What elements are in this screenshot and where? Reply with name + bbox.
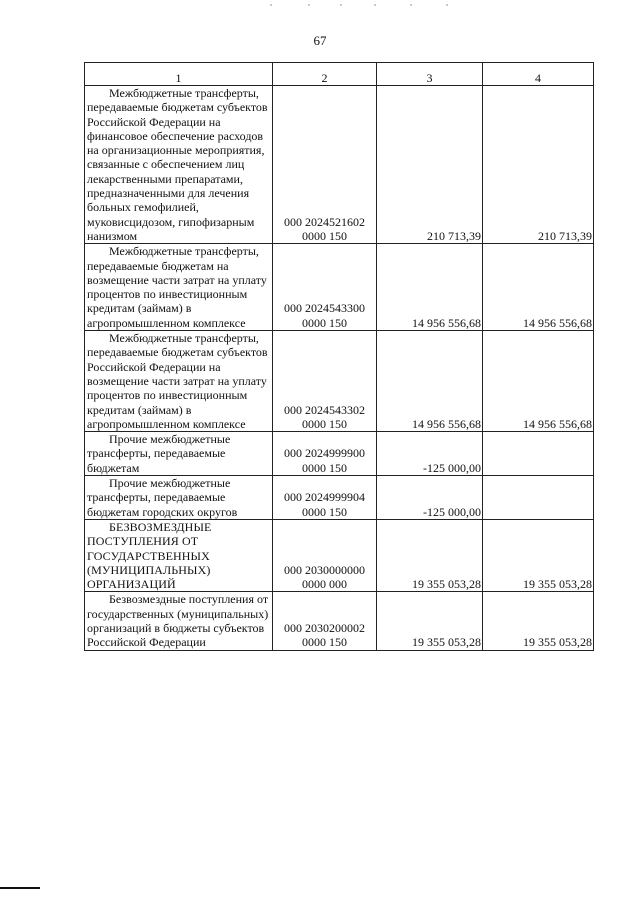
row-code: 000 2024999900 0000 150	[273, 432, 377, 476]
row-name: БЕЗВОЗМЕЗДНЫЕ ПОСТУПЛЕНИЯ ОТ ГОСУДАРСТВЕННЫХ (МУНИЦИПАЛЬНЫХ) ОРГАНИЗАЦИЙ	[87, 519, 212, 592]
scan-specks	[270, 4, 450, 10]
row-name-cell	[85, 476, 273, 520]
row-name-cell	[85, 244, 273, 331]
table-row	[85, 244, 594, 331]
table-row	[85, 432, 594, 476]
row-name: Прочие межбюджетные трансферты, передаваемые бюджетам городских округов	[87, 476, 238, 519]
row-value-col4: 19 355 053,28	[483, 592, 594, 650]
column-header-4: 4	[483, 63, 594, 86]
row-code: 000 2024999904 0000 150	[273, 476, 377, 520]
row-code: 000 2030200002 0000 150	[273, 592, 377, 650]
row-name-cell	[85, 331, 273, 432]
row-name: Межбюджетные трансферты, передаваемые бюджетам на возмещение части затрат на уплату процентов по инвестиционным кредитам (займам) в агропромышленном комплексе	[87, 244, 267, 330]
row-name-cell	[85, 432, 273, 476]
row-value-col4: 14 956 556,68	[483, 244, 594, 331]
column-header-2: 2	[273, 63, 377, 86]
row-value-col4: 14 956 556,68	[483, 331, 594, 432]
table-row	[85, 476, 594, 520]
row-name-cell	[85, 519, 273, 591]
row-value-col4	[483, 476, 594, 520]
row-value-col3: 210 713,39	[377, 86, 483, 244]
budget-table	[84, 62, 594, 651]
table-row	[85, 592, 594, 650]
column-header-1: 1	[85, 63, 273, 86]
row-name: Межбюджетные трансферты, передаваемые бюджетам субъектов Российской Федерации на финансовое обеспечение расходов на организационные мероприятия, связанные с обеспечением лиц лекарственными препаратами, предназначенными для лечения больных гемофилией, муковисцидозом, гипофизарным нанизмом	[87, 86, 268, 243]
row-code: 000 2024543302 0000 150	[273, 331, 377, 432]
row-value-col4	[483, 432, 594, 476]
row-code: 000 2024521602 0000 150	[273, 86, 377, 244]
row-name: Прочие межбюджетные трансферты, передаваемые бюджетам	[87, 432, 231, 475]
table-row	[85, 519, 594, 591]
page-number: 67	[313, 33, 327, 48]
table-row	[85, 331, 594, 432]
column-header-3: 3	[377, 63, 483, 86]
row-name-cell	[85, 592, 273, 650]
row-value-col3: 14 956 556,68	[377, 331, 483, 432]
table-row	[85, 86, 594, 244]
row-code: 000 2030000000 0000 000	[273, 519, 377, 591]
row-value-col3: -125 000,00	[377, 476, 483, 520]
row-name: Межбюджетные трансферты, передаваемые бюджетам субъектов Российской Федерации на возмещение части затрат на уплату процентов по инвестиционным кредитам (займам) в агропромышленном комплексе	[87, 331, 268, 431]
row-value-col4: 19 355 053,28	[483, 519, 594, 591]
row-value-col3: -125 000,00	[377, 432, 483, 476]
row-value-col3: 19 355 053,28	[377, 519, 483, 591]
table-header-row	[85, 63, 594, 86]
row-name: Безвозмездные поступления от государственных (муниципальных) организаций в бюджеты субъектов Российской Федерации	[87, 592, 269, 650]
row-value-col3: 14 956 556,68	[377, 244, 483, 331]
table-body	[85, 86, 594, 651]
row-name-cell	[85, 86, 273, 244]
row-value-col3: 19 355 053,28	[377, 592, 483, 650]
row-value-col4: 210 713,39	[483, 86, 594, 244]
row-code: 000 2024543300 0000 150	[273, 244, 377, 331]
page-edge-mark	[0, 887, 40, 889]
